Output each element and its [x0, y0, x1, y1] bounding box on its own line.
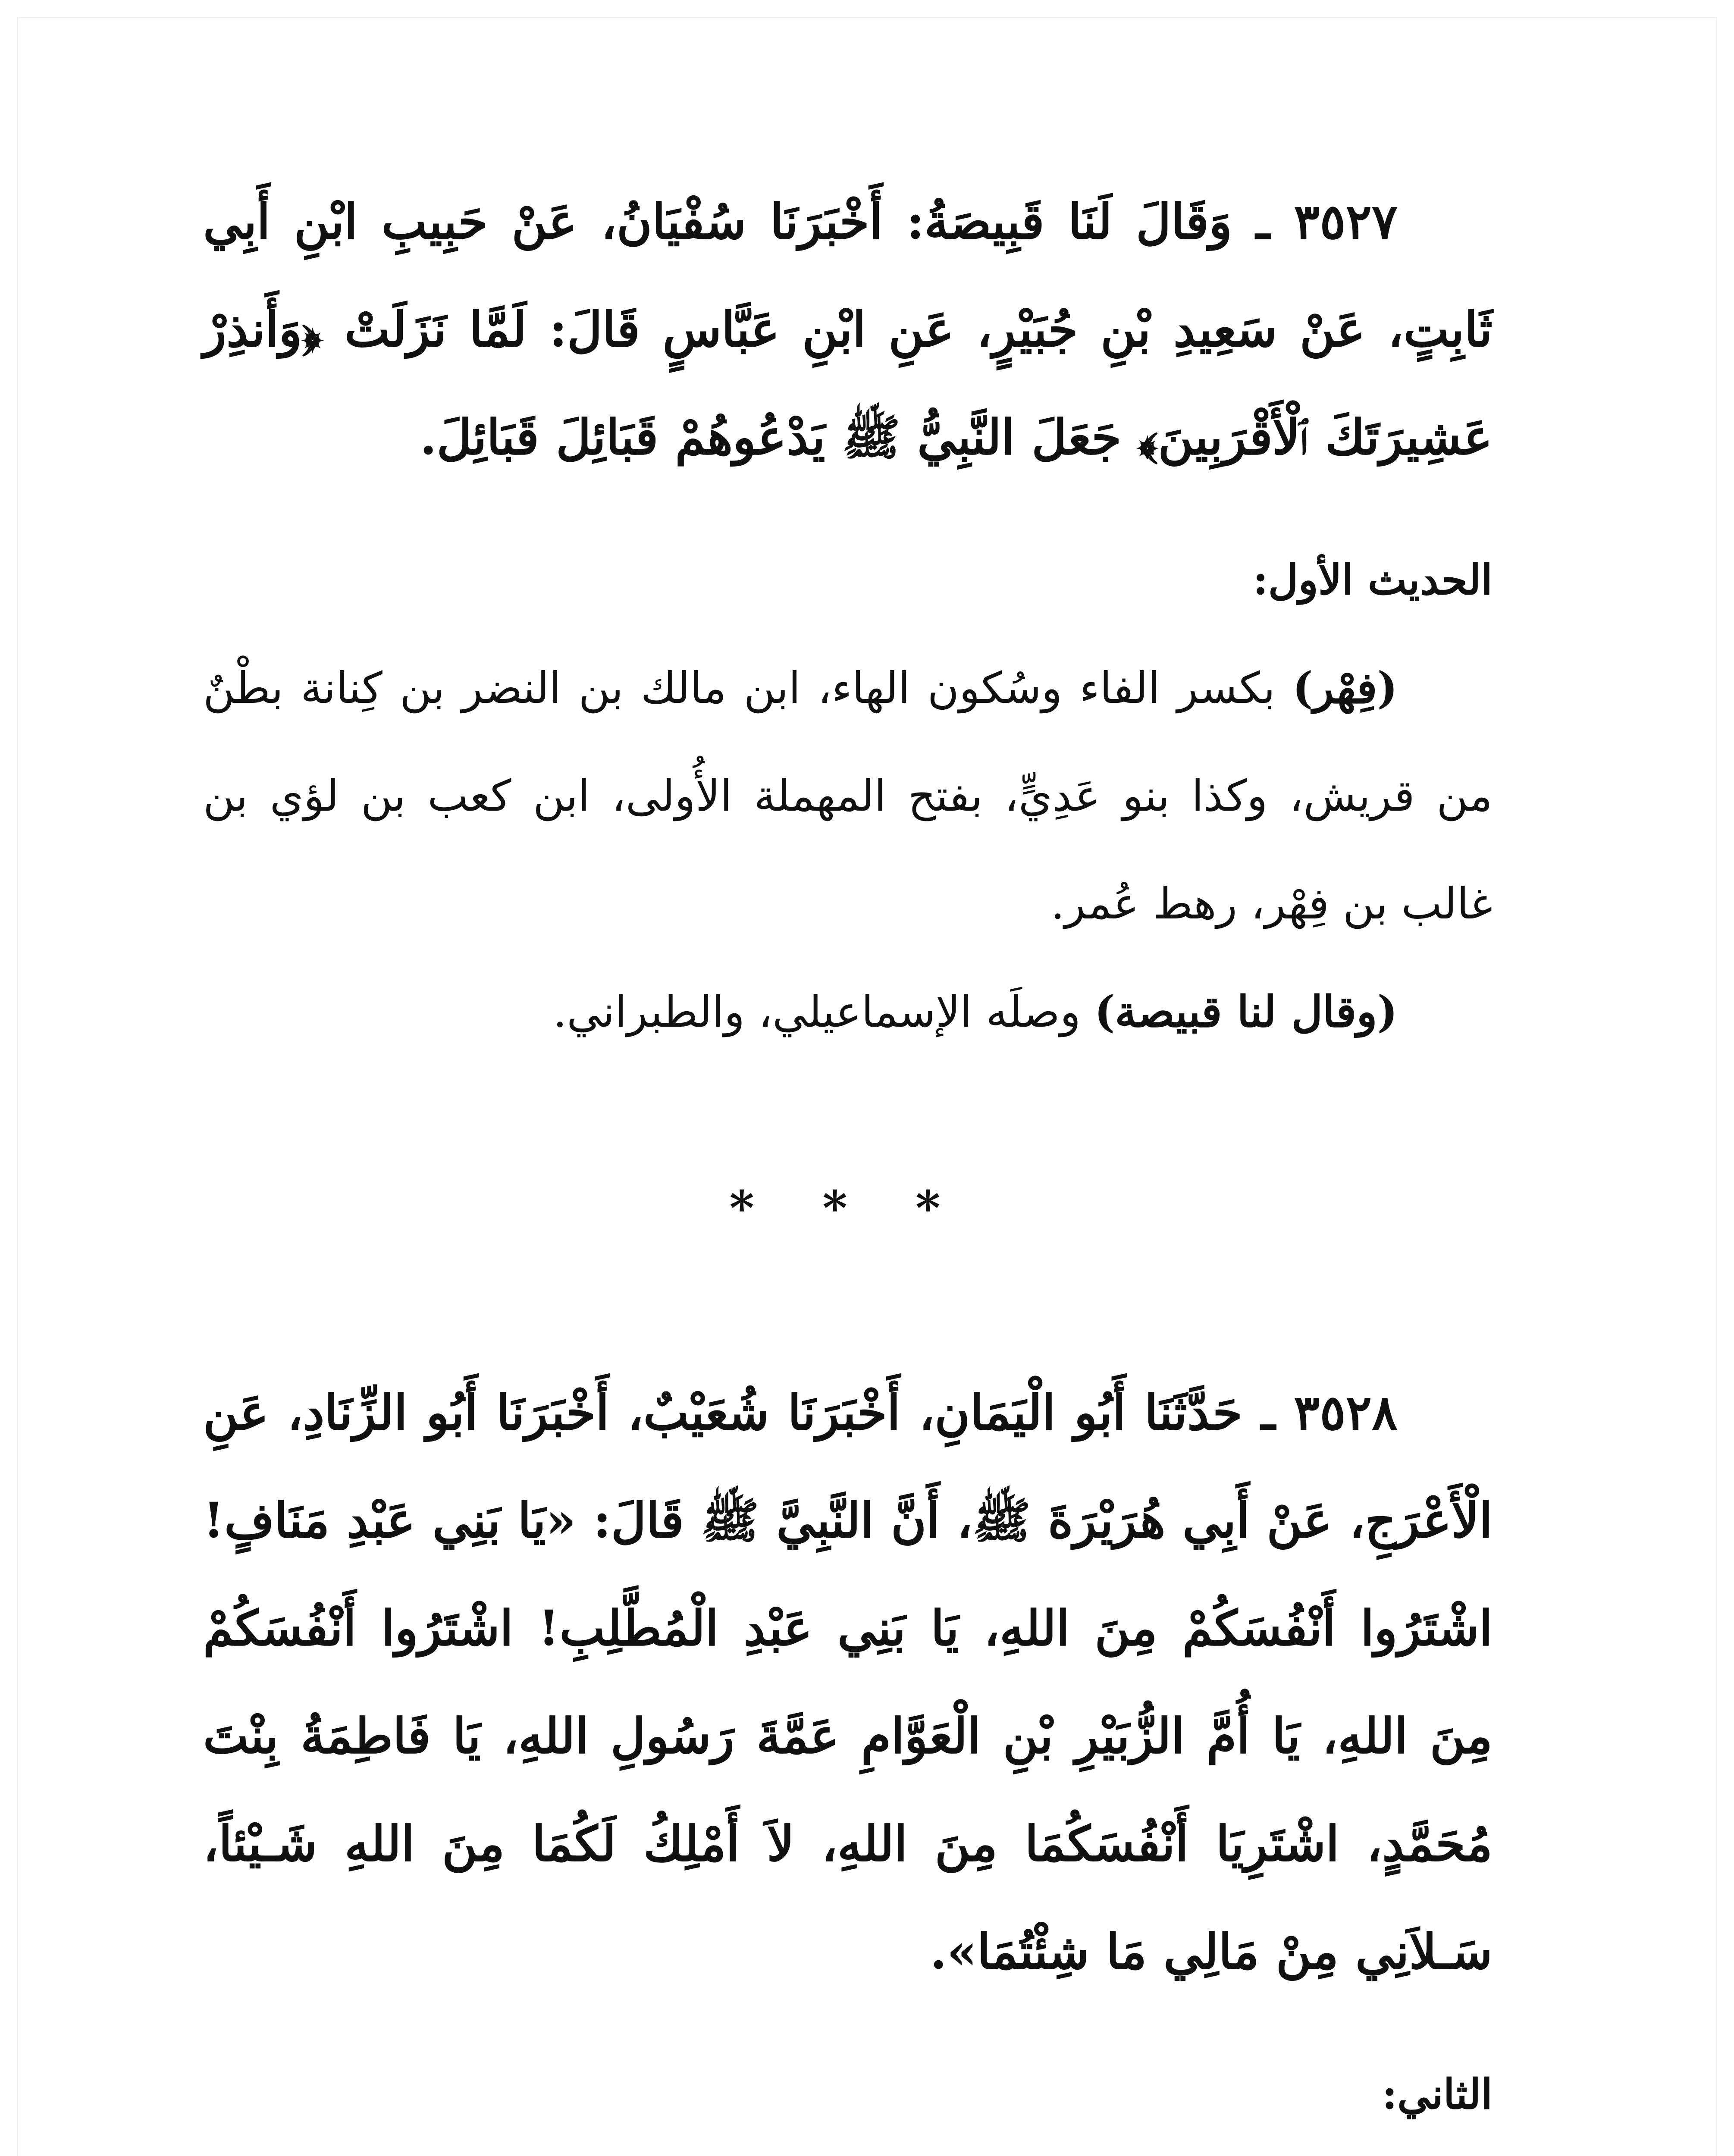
hadith-text: ـ وَقَالَ لَنَا قَبِيصَةُ: أَخْبَرَنَا سُفْيَانُ، عَنْ حَبِيبِ ابْنِ أَبِي ثَابِتٍ، عَنْ سَعِيدِ بْنِ جُبَيْرٍ، عَنِ ابْنِ عَبَّاسٍ قَالَ: لَمَّا نَزَلَتْ ﴿وَأَنذِرْ عَشِيرَتَكَ ٱلْأَقْرَبِينَ﴾ جَعَلَ النَّبِيُّ ﷺ يَدْعُوهُمْ قَبَائِلَ قَبَائِلَ. [203, 194, 1493, 466]
commentary-term: (فِهْر) [1292, 662, 1398, 713]
commentary-term: (وقال لنا قبيصة) [1094, 986, 1398, 1037]
commentary-text: وصلَه الإسماعيلي، والطبراني. [553, 987, 1081, 1037]
commentary-paragraph [203, 634, 1493, 958]
hadith-3528 [203, 1359, 1493, 2006]
hadith-3527 [203, 168, 1493, 492]
section-heading-first: الحديث الأول: [1253, 555, 1493, 604]
commentary-paragraph [203, 958, 1493, 1066]
hadith-number: ٣٥٢٨ [1294, 1385, 1398, 1441]
hadith-text: ـ حَدَّثَنَا أَبُو الْيَمَانِ، أَخْبَرَنَا شُعَيْبٌ، أَخْبَرَنَا أَبُو الزِّنَادِ، عَنِ الْأَعْرَجِ، عَنْ أَبِي هُرَيْرَةَ ﷺ، أَنَّ النَّبِيَّ ﷺ قَالَ: «يَا بَنِي عَبْدِ مَنَافٍ! اشْتَرُوا أَنْفُسَكُمْ مِنَ اللهِ، يَا بَنِي عَبْدِ الْمُطَّلِبِ! اشْتَرُوا أَنْفُسَكُمْ مِنَ اللهِ، يَا أُمَّ الزُّبَيْرِ بْنِ الْعَوَّامِ عَمَّةَ رَسُولِ اللهِ، يَا فَاطِمَةُ بِنْتَ مُحَمَّدٍ، اشْتَرِيَا أَنْفُسَكُمَا مِنَ اللهِ، لاَ أَمْلِكُ لَكُمَا مِنَ اللهِ شَـيْئاً، سَـلاَنِي مِنْ مَالِي مَا شِئْتُمَا». [203, 1385, 1493, 1980]
hadith-number: ٣٥٢٧ [1294, 194, 1398, 250]
commentary-text: بكسر الفاء وسُكون الهاء، ابن مالك بن النضر بن كِنانة بطْنٌ من قريش، وكذا بنو عَدِيٍّ، بفتح المهملة الأُولى، ابن كعب بن لؤي بن غالب بن فِهْر، رهط عُمر. [203, 663, 1493, 929]
section-heading-second: الثاني: [1382, 2070, 1493, 2118]
page-content [203, 168, 1493, 2156]
commentary-paragraph [203, 2148, 1493, 2156]
section-separator: * * * [729, 1180, 966, 1236]
